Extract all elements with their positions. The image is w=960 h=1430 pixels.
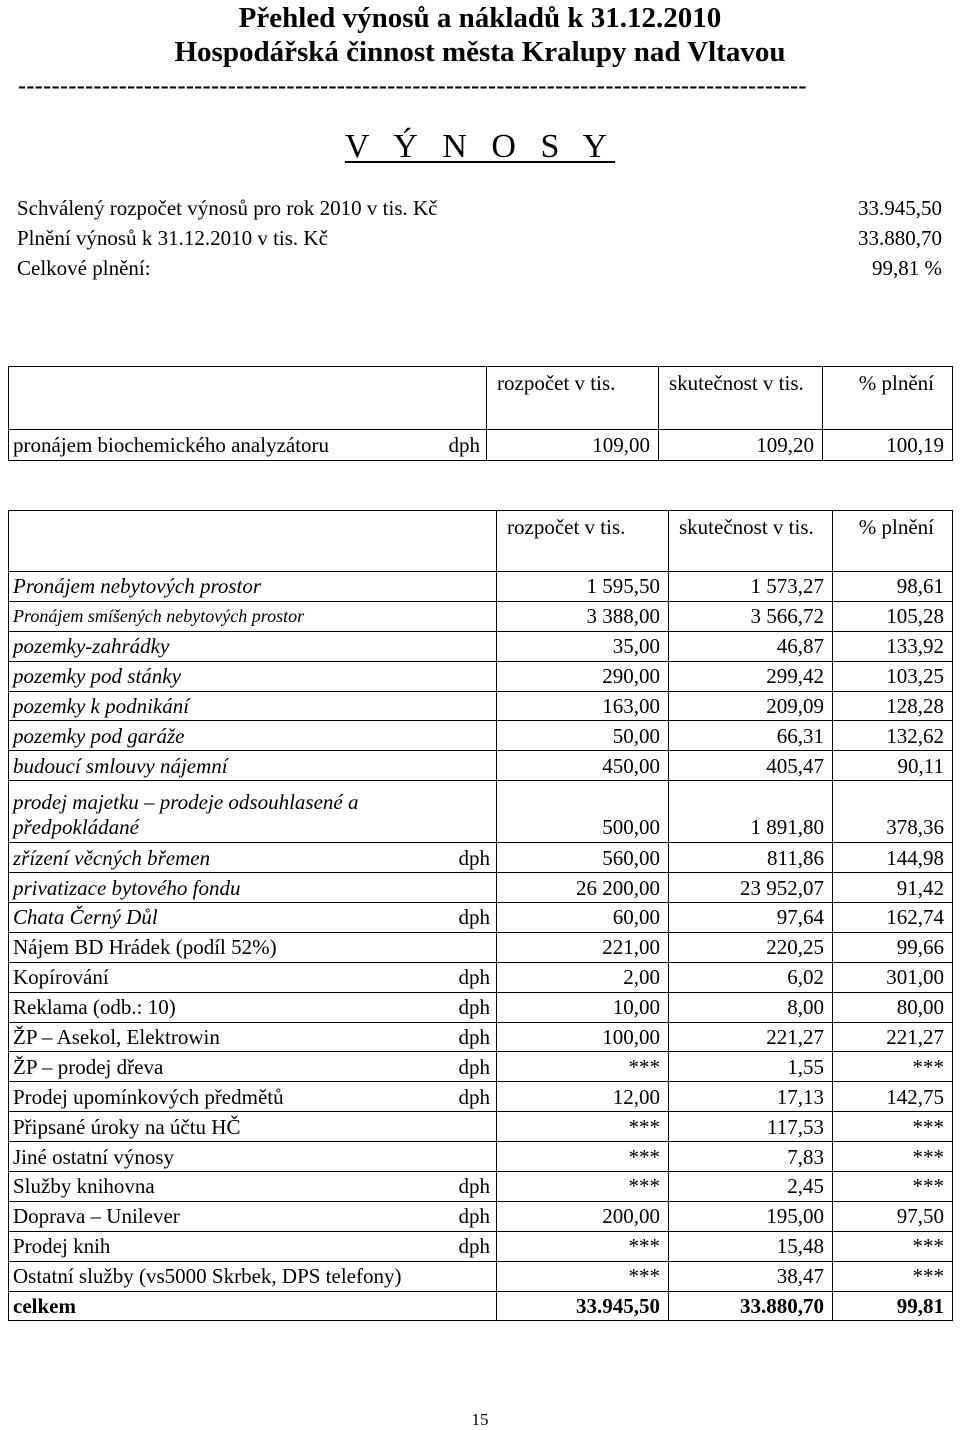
row-budget: 290,00 [497,661,669,691]
row-actual: 117,53 [669,1112,833,1142]
row-dph [429,721,497,751]
row-label: Jiné ostatní výnosy [9,1142,429,1172]
summary-budget-label: Schválený rozpočet výnosů pro rok 2010 v tis. Kč [17,196,438,220]
header-empty-cell [9,511,497,572]
row-actual: 17,13 [669,1082,833,1112]
table-row [9,873,953,903]
row-dph [429,631,497,661]
row-label: pozemky pod garáže [9,721,429,751]
row-actual: 3 566,72 [669,601,833,631]
row-percent: 162,74 [833,903,953,933]
row-percent: 100,19 [823,430,953,461]
row-percent: 98,61 [833,572,953,602]
table-row [9,932,953,962]
summary-total-value: 99,81 % [872,256,942,280]
row-percent: 99,66 [833,932,953,962]
row-label: Připsané úroky na účtu HČ [9,1112,429,1142]
summary-budget-value: 33.945,50 [858,196,942,220]
row-dph: dph [429,962,497,992]
row-percent: 133,92 [833,631,953,661]
row-actual: 1 891,80 [669,781,833,843]
row-percent: *** [833,1261,953,1291]
row-label: Kopírování [9,962,429,992]
row-percent: 142,75 [833,1082,953,1112]
row-label: pozemky-zahrádky [9,631,429,661]
row-budget: 12,00 [497,1082,669,1112]
row-dph: dph [429,1052,497,1082]
section-heading [0,128,960,166]
row-percent: *** [833,1112,953,1142]
row-actual: 38,47 [669,1261,833,1291]
row-budget: 10,00 [497,992,669,1022]
row-dph: dph [448,433,480,457]
row-percent: 128,28 [833,691,953,721]
row-dph [429,601,497,631]
row-budget: *** [497,1112,669,1142]
table-row [9,691,953,721]
row-actual: 8,00 [669,992,833,1022]
row-budget: *** [497,1142,669,1172]
row-label: Reklama (odb.: 10) [9,992,429,1022]
row-label-cell [9,430,487,461]
row-percent: 103,25 [833,661,953,691]
row-budget: 2,00 [497,962,669,992]
row-budget: 109,00 [487,430,659,461]
dashed-separator: ---------------------------------------------------------------------------------------------- [18,78,807,94]
table-row [9,843,953,873]
row-budget: 3 388,00 [497,601,669,631]
table-row [9,1112,953,1142]
table-row [9,430,953,461]
row-percent: 221,27 [833,1022,953,1052]
row-budget: 50,00 [497,721,669,751]
row-label: privatizace bytového fondu [9,873,429,903]
total-label: celkem [9,1291,497,1321]
row-label: pozemky k podnikání [9,691,429,721]
row-actual: 97,64 [669,903,833,933]
row-dph [429,572,497,602]
row-dph: dph [429,1201,497,1231]
total-percent: 99,81 [833,1291,953,1321]
table-header-row [9,511,953,572]
row-label: Doprava – Unilever [9,1201,429,1231]
analyzer-revenue-table [8,366,953,461]
table-row [9,992,953,1022]
row-budget: 450,00 [497,751,669,781]
row-actual: 109,20 [659,430,823,461]
row-actual: 195,00 [669,1201,833,1231]
row-label-line2: předpokládané [13,815,139,840]
row-dph: dph [429,1231,497,1261]
row-label: pronájem biochemického analyzátoru [13,433,330,457]
row-actual: 2,45 [669,1172,833,1202]
header-budget: rozpočet v tis. [487,367,659,430]
table-row [9,1172,953,1202]
row-actual: 1 573,27 [669,572,833,602]
row-dph [429,1142,497,1172]
row-dph [429,781,497,843]
row-percent: 144,98 [833,843,953,873]
row-budget: 60,00 [497,903,669,933]
row-label: Pronájem smíšených nebytových prostor [9,601,429,631]
table-row [9,1261,953,1291]
row-label-cell [9,781,429,843]
row-label: Pronájem nebytových prostor [9,572,429,602]
table-row [9,903,953,933]
row-budget: *** [497,1172,669,1202]
row-label: ŽP – Asekol, Elektrowin [9,1022,429,1052]
header-budget: rozpočet v tis. [497,511,669,572]
row-budget: 26 200,00 [497,873,669,903]
header-percent: % plnění [823,367,953,430]
row-label: Prodej knih [9,1231,429,1261]
table-row [9,572,953,602]
row-label: zřízení věcných břemen [9,843,429,873]
row-budget: 100,00 [497,1022,669,1052]
row-percent: 301,00 [833,962,953,992]
row-label: budoucí smlouvy nájemní [9,751,429,781]
header-actual: skutečnost v tis. [659,367,823,430]
row-label-line1: prodej majetku – prodeje odsouhlasené a [13,790,359,815]
table-row [9,601,953,631]
row-percent: *** [833,1052,953,1082]
row-actual: 15,48 [669,1231,833,1261]
row-budget: 1 595,50 [497,572,669,602]
row-budget: 500,00 [497,781,669,843]
row-dph [429,873,497,903]
row-dph [429,932,497,962]
revenue-items-table [8,510,953,1321]
row-budget: 221,00 [497,932,669,962]
table-row [9,661,953,691]
row-actual: 209,09 [669,691,833,721]
row-percent: 97,50 [833,1201,953,1231]
document-subtitle: Hospodářská činnost města Kralupy nad Vltavou [174,36,786,68]
table-row [9,1022,953,1052]
table-row [9,781,953,843]
page-number: 15 [471,1410,489,1429]
row-percent: 91,42 [833,873,953,903]
table-row [9,751,953,781]
total-actual: 33.880,70 [669,1291,833,1321]
row-percent: 105,28 [833,601,953,631]
row-label: Ostatní služby (vs5000 Skrbek, DPS telefony) [9,1261,497,1291]
row-percent: 132,62 [833,721,953,751]
row-dph: dph [429,1022,497,1052]
row-actual: 221,27 [669,1022,833,1052]
table-row [9,1201,953,1231]
table-row [9,962,953,992]
row-label: Prodej upomínkových předmětů [9,1082,429,1112]
row-actual: 6,02 [669,962,833,992]
row-label: Služby knihovna [9,1172,429,1202]
section-heading-text: V Ý N O S Y [344,128,616,165]
row-percent: *** [833,1172,953,1202]
row-budget: 200,00 [497,1201,669,1231]
document-title: Přehled výnosů a nákladů k 31.12.2010 [238,2,722,34]
table-row [9,631,953,661]
table-row [9,1231,953,1261]
row-percent: 378,36 [833,781,953,843]
row-percent: *** [833,1231,953,1261]
row-dph [429,751,497,781]
row-budget: *** [497,1052,669,1082]
row-dph [429,661,497,691]
row-percent: *** [833,1142,953,1172]
table-row [9,1142,953,1172]
row-budget: *** [497,1231,669,1261]
row-actual: 220,25 [669,932,833,962]
summary-total-label: Celkové plnění: [17,256,151,280]
row-label: Nájem BD Hrádek (podíl 52%) [9,932,429,962]
table-total-row [9,1291,953,1321]
row-dph [429,691,497,721]
row-dph: dph [429,1082,497,1112]
summary-actual-label: Plnění výnosů k 31.12.2010 v tis. Kč [17,226,328,250]
header-actual: skutečnost v tis. [669,511,833,572]
header-empty-cell [9,367,487,430]
row-actual: 23 952,07 [669,873,833,903]
row-dph [429,1112,497,1142]
row-actual: 46,87 [669,631,833,661]
row-budget: *** [497,1261,669,1291]
row-actual: 405,47 [669,751,833,781]
row-actual: 7,83 [669,1142,833,1172]
row-dph: dph [429,1172,497,1202]
row-percent: 80,00 [833,992,953,1022]
row-dph: dph [429,903,497,933]
row-dph: dph [429,843,497,873]
row-label: pozemky pod stánky [9,661,429,691]
table-header-row [9,367,953,430]
total-budget: 33.945,50 [497,1291,669,1321]
row-actual: 811,86 [669,843,833,873]
summary-actual-value: 33.880,70 [858,226,942,250]
row-budget: 35,00 [497,631,669,661]
row-budget: 560,00 [497,843,669,873]
row-actual: 66,31 [669,721,833,751]
table-row [9,721,953,751]
row-budget: 163,00 [497,691,669,721]
row-label: Chata Černý Důl [9,903,429,933]
header-percent: % plnění [833,511,953,572]
table-row [9,1052,953,1082]
row-actual: 299,42 [669,661,833,691]
row-actual: 1,55 [669,1052,833,1082]
row-label: ŽP – prodej dřeva [9,1052,429,1082]
table-row [9,1082,953,1112]
row-dph: dph [429,992,497,1022]
row-percent: 90,11 [833,751,953,781]
